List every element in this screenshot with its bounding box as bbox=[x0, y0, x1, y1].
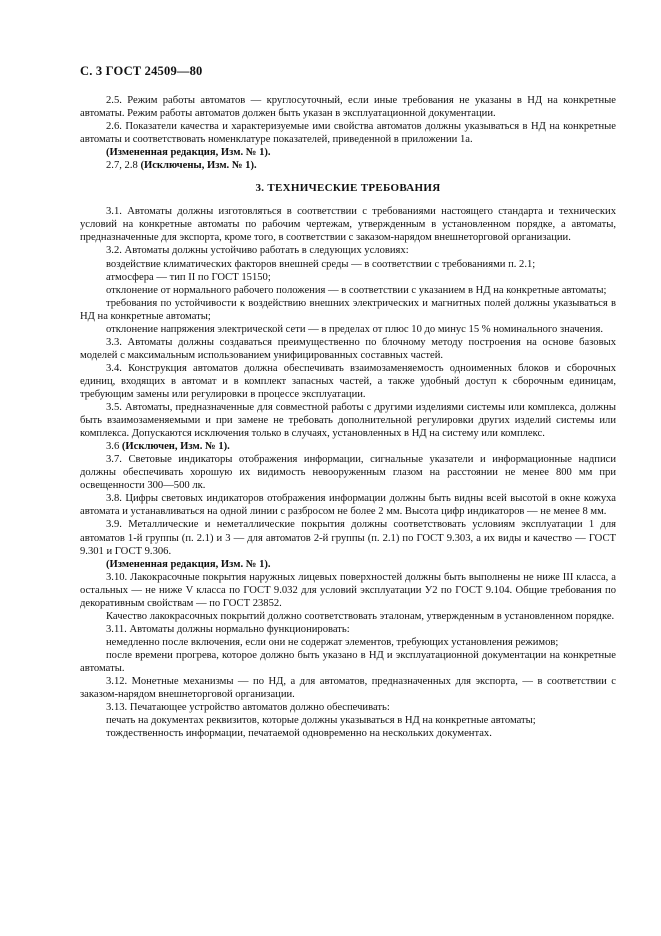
amendment-note: (Исключен, Изм. № 1). bbox=[121, 441, 230, 453]
page-header: С. 3 ГОСТ 24509—80 bbox=[80, 64, 203, 78]
paragraph: 3.8. Цифры световых индикаторов отображения информации должны быть видны всей высотой в окне кожуха автомата и устанавливаться на одной линии с разбросом не более 2 мм. Высота цифр индикаторов — не менее 8 мм. bbox=[80, 493, 616, 518]
paragraph: тождественность информации, печатаемой одновременно на нескольких документах. bbox=[106, 728, 492, 740]
amendment-note: (Измененная редакция, Изм. № 1). bbox=[106, 147, 271, 159]
document-body bbox=[80, 94, 616, 740]
paragraph: 2.5. Режим работы автоматов — круглосуточный, если иные требования не указаны в НД на конкретные автоматы. Режим работы автоматов должен быть указан в эксплуатационной документации. bbox=[80, 95, 616, 120]
paragraph: 3.4. Конструкция автоматов должна обеспечивать взаимозаменяемость одноименных блоков и сборочных единиц, входящих в автомат и в комплект запасных частей, а также удобный доступ к сборочным единицам, требующим замены или регулировки в процессе эксплуатации. bbox=[80, 362, 616, 400]
paragraph: 3.2. Автоматы должны устойчиво работать в следующих условиях: bbox=[106, 245, 409, 257]
paragraph: требования по устойчивости к воздействию внешних электрических и магнитных полей должны указываться в НД на конкретные автоматы; bbox=[80, 297, 616, 322]
amendment-note: (Исключены, Изм. № 1). bbox=[140, 160, 257, 172]
section-heading: 3. ТЕХНИЧЕСКИЕ ТРЕБОВАНИЯ bbox=[255, 182, 441, 195]
paragraph-text: 3.6 bbox=[106, 441, 122, 453]
amendment-note: (Измененная редакция, Изм. № 1). bbox=[106, 558, 271, 570]
paragraph-text: 2.7, 2.8 bbox=[106, 160, 141, 172]
paragraph: 3.7. Световые индикаторы отображения информации, сигнальные указатели и информационные надписи должны обеспечивать хорошую их видимость невооруженным глазом на расстоянии не менее 800 мм при освещенности 300—500 лк. bbox=[80, 454, 616, 492]
paragraph: отклонение напряжения электрической сети — в пределах от плюс 10 до минус 15 % номинального значения. bbox=[106, 323, 603, 335]
paragraph: 3.12. Монетные механизмы — по НД, а для автоматов, предназначенных для экспорта, — в соответствии с заказом-нарядом внешнеторговой организации. bbox=[80, 676, 616, 701]
paragraph: воздействие климатических факторов внешней среды — в соответствии с требованиями п. 2.1; bbox=[106, 258, 536, 270]
paragraph: 3.3. Автоматы должны создаваться преимущественно по блочному методу построения на основе базовых моделей с максимальным использованием унифицированных составных частей. bbox=[80, 336, 616, 361]
paragraph bbox=[80, 159, 616, 172]
paragraph bbox=[80, 440, 616, 453]
paragraph: 3.9. Металлические и неметаллические покрытия должны соответствовать условиям эксплуатации 1 для автоматов 1-й группы (п. 2.1) и 3 — для автоматов 2-й группы (п. 2.1) по ГОСТ 9.303, а их виды и качество — ГОСТ 9.301 и ГОСТ 9.306. bbox=[80, 519, 616, 557]
paragraph: немедленно после включения, если они не содержат элементов, требующих установления режимов; bbox=[106, 636, 559, 648]
paragraph: 3.1. Автоматы должны изготовляться в соответствии с требованиями настоящего стандарта и технических условий на конкретные автоматы по рабочим чертежам, утвержденным в установленном порядке, а автоматы, предназначенные для экспорта, кроме того, в соответствии с заказом-нарядом внешнеторговой организации. bbox=[80, 206, 616, 244]
paragraph: 3.13. Печатающее устройство автоматов должно обеспечивать: bbox=[106, 702, 390, 714]
paragraph: печать на документах реквизитов, которые должны указываться в НД на конкретные автоматы; bbox=[106, 715, 536, 727]
paragraph: Качество лакокрасочных покрытий должно соответствовать эталонам, утвержденным в установленном порядке. bbox=[106, 610, 615, 622]
paragraph: 3.11. Автоматы должны нормально функционировать: bbox=[106, 623, 350, 635]
paragraph: атмосфера — тип II по ГОСТ 15150; bbox=[106, 271, 271, 283]
paragraph: отклонение от нормального рабочего положения — в соответствии с указанием в НД на конкретные автоматы; bbox=[106, 284, 607, 296]
paragraph: после времени прогрева, которое должно быть указано в НД и эксплуатационной документации на конкретные автоматы. bbox=[80, 649, 616, 674]
paragraph: 3.5. Автоматы, предназначенные для совместной работы с другими изделиями системы или комплекса, должны быть взаимозаменяемыми и при замене не требовать дополнительной регулировки других изделий системы или комплекса. Допускаются исключения только в случаях, установленных в НД на систему или комплекс. bbox=[80, 402, 616, 440]
paragraph: 2.6. Показатели качества и характеризуемые ими свойства автоматов должны указываться в НД на конкретные автоматы и соответствовать номенклатуре показателей, приведенной в приложении 1а. bbox=[80, 121, 616, 146]
paragraph: 3.10. Лакокрасочные покрытия наружных лицевых поверхностей должны быть выполнены не ниже III класса, а остальных — не ниже V класса по ГОСТ 9.032 для условий эксплуатации У2 по ГОСТ 9.104. Общие требования по декоративным свойствам — по ГОСТ 23852. bbox=[80, 571, 616, 609]
